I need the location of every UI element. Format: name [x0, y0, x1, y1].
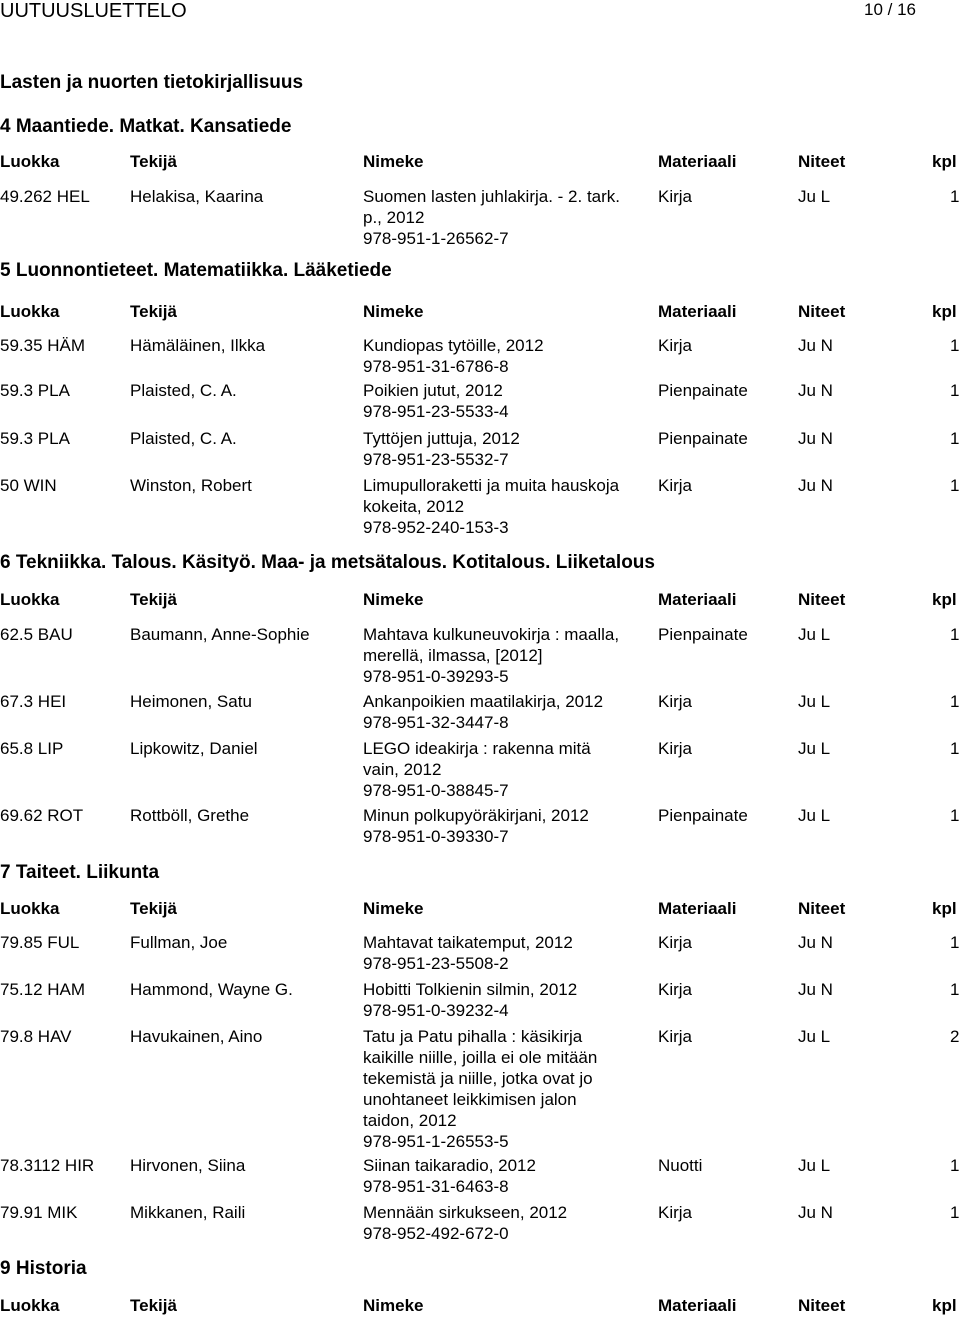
row-luokka: 59.3 PLA	[0, 381, 70, 400]
row-niteet: Ju N	[798, 429, 833, 448]
nimeke-line: 978-951-32-3447-8	[363, 713, 509, 732]
row-luokka: 75.12 HAM	[0, 980, 86, 999]
row-kpl: 1	[950, 980, 960, 999]
row-nimeke	[363, 691, 643, 733]
column-header-kpl: kpl	[932, 1296, 957, 1315]
row-nimeke	[363, 380, 643, 422]
row-tekija: Baumann, Anne-Sophie	[130, 625, 310, 644]
row-niteet: Ju L	[798, 187, 831, 206]
row-materiaali: Kirja	[658, 692, 693, 711]
nimeke-line: Tatu ja Patu pihalla : käsikirja	[363, 1027, 583, 1046]
row-luokka: 59.3 PLA	[0, 429, 70, 448]
row-materiaali: Kirja	[658, 980, 693, 999]
column-header-tekija: Tekijä	[130, 152, 177, 171]
row-materiaali: Pienpainate	[658, 381, 748, 400]
row-nimeke	[363, 932, 643, 974]
section-title: 7 Taiteet. Liikunta	[0, 862, 160, 883]
nimeke-line: vain, 2012	[363, 760, 442, 779]
section-title: 5 Luonnontieteet. Matematiikka. Lääketiede	[0, 260, 392, 281]
row-luokka: 62.5 BAU	[0, 625, 73, 644]
nimeke-line: 978-951-31-6463-8	[363, 1177, 509, 1196]
row-materiaali: Kirja	[658, 476, 693, 495]
column-header-materiaali: Materiaali	[658, 590, 737, 609]
nimeke-line: 978-952-492-672-0	[363, 1224, 509, 1243]
row-kpl: 1	[950, 625, 960, 644]
section-title: 9 Historia	[0, 1258, 87, 1279]
column-header-nimeke: Nimeke	[363, 899, 424, 918]
category-title: Lasten ja nuorten tietokirjallisuus	[0, 72, 304, 93]
row-niteet: Ju L	[798, 806, 831, 825]
nimeke-line: kaikille niille, joilla ei ole mitään	[363, 1048, 598, 1067]
page-number: 10 / 16	[864, 0, 916, 19]
row-niteet: Ju N	[798, 476, 833, 495]
row-materiaali: Nuotti	[658, 1156, 703, 1175]
nimeke-line: Poikien jutut, 2012	[363, 381, 503, 400]
row-materiaali: Pienpainate	[658, 429, 748, 448]
column-header-materiaali: Materiaali	[658, 1296, 737, 1315]
nimeke-line: 978-951-23-5532-7	[363, 450, 509, 469]
column-header-kpl: kpl	[932, 152, 957, 171]
column-header-nimeke: Nimeke	[363, 1296, 424, 1315]
row-kpl: 1	[950, 739, 960, 758]
row-luokka: 59.35 HÄM	[0, 336, 86, 355]
row-luokka: 49.262 HEL	[0, 187, 90, 206]
row-tekija: Hämäläinen, Ilkka	[130, 336, 266, 355]
nimeke-line: 978-952-240-153-3	[363, 518, 509, 537]
row-kpl: 1	[950, 381, 960, 400]
column-header-tekija: Tekijä	[130, 590, 177, 609]
row-materiaali: Kirja	[658, 1203, 693, 1222]
column-header-tekija: Tekijä	[130, 302, 177, 321]
column-header-nimeke: Nimeke	[363, 152, 424, 171]
row-nimeke	[363, 979, 643, 1021]
nimeke-line: 978-951-0-39330-7	[363, 827, 509, 846]
column-header-niteet: Niteet	[798, 899, 846, 918]
row-niteet: Ju L	[798, 692, 831, 711]
row-materiaali: Kirja	[658, 1027, 693, 1046]
row-kpl: 2	[950, 1027, 960, 1046]
row-nimeke	[363, 475, 643, 538]
nimeke-line: p., 2012	[363, 208, 425, 227]
row-luokka: 78.3112 HIR	[0, 1156, 95, 1175]
row-kpl: 1	[950, 336, 960, 355]
row-kpl: 1	[950, 806, 960, 825]
row-tekija: Hammond, Wayne G.	[130, 980, 293, 999]
row-niteet: Ju N	[798, 381, 833, 400]
row-materiaali: Kirja	[658, 187, 693, 206]
nimeke-line: Mahtava kulkuneuvokirja : maalla,	[363, 625, 620, 644]
nimeke-line: 978-951-0-39232-4	[363, 1001, 509, 1020]
column-header-materiaali: Materiaali	[658, 152, 737, 171]
row-materiaali: Kirja	[658, 336, 693, 355]
row-materiaali: Pienpainate	[658, 625, 748, 644]
row-luokka: 79.85 FUL	[0, 933, 80, 952]
nimeke-line: Minun polkupyöräkirjani, 2012	[363, 806, 589, 825]
row-nimeke	[363, 335, 643, 377]
row-niteet: Ju N	[798, 1203, 833, 1222]
row-materiaali: Kirja	[658, 933, 693, 952]
column-header-kpl: kpl	[932, 899, 957, 918]
row-kpl: 1	[950, 692, 960, 711]
row-tekija: Mikkanen, Raili	[130, 1203, 246, 1222]
row-nimeke	[363, 1202, 643, 1244]
nimeke-line: Kundiopas tytöille, 2012	[363, 336, 544, 355]
nimeke-line: Siinan taikaradio, 2012	[363, 1156, 536, 1175]
nimeke-line: 978-951-31-6786-8	[363, 357, 509, 376]
nimeke-line: 978-951-1-26553-5	[363, 1132, 509, 1151]
row-niteet: Ju L	[798, 1156, 831, 1175]
row-luokka: 67.3 HEI	[0, 692, 67, 711]
row-nimeke	[363, 1155, 643, 1197]
column-header-luokka: Luokka	[0, 899, 60, 918]
nimeke-line: Limupulloraketti ja muita hauskoja	[363, 476, 620, 495]
nimeke-line: Mennään sirkukseen, 2012	[363, 1203, 568, 1222]
row-niteet: Ju N	[798, 933, 833, 952]
nimeke-line: kokeita, 2012	[363, 497, 465, 516]
row-nimeke	[363, 738, 643, 801]
nimeke-line: Hobitti Tolkienin silmin, 2012	[363, 980, 578, 999]
row-luokka: 50 WIN	[0, 476, 57, 495]
column-header-niteet: Niteet	[798, 152, 846, 171]
nimeke-line: 978-951-1-26562-7	[363, 229, 509, 248]
row-niteet: Ju N	[798, 980, 833, 999]
column-header-kpl: kpl	[932, 302, 957, 321]
nimeke-line: Mahtavat taikatemput, 2012	[363, 933, 573, 952]
row-nimeke	[363, 428, 643, 470]
column-header-luokka: Luokka	[0, 590, 60, 609]
column-header-luokka: Luokka	[0, 152, 60, 171]
row-luokka: 79.91 MIK	[0, 1203, 78, 1222]
row-kpl: 1	[950, 429, 960, 448]
column-header-tekija: Tekijä	[130, 899, 177, 918]
column-header-luokka: Luokka	[0, 1296, 60, 1315]
row-tekija: Fullman, Joe	[130, 933, 228, 952]
column-header-nimeke: Nimeke	[363, 590, 424, 609]
column-header-nimeke: Nimeke	[363, 302, 424, 321]
nimeke-line: Ankanpoikien maatilakirja, 2012	[363, 692, 604, 711]
nimeke-line: 978-951-23-5508-2	[363, 954, 509, 973]
row-nimeke	[363, 805, 643, 847]
row-niteet: Ju L	[798, 739, 831, 758]
nimeke-line: merellä, ilmassa, [2012]	[363, 646, 543, 665]
row-nimeke	[363, 1026, 643, 1152]
row-tekija: Havukainen, Aino	[130, 1027, 263, 1046]
row-tekija: Helakisa, Kaarina	[130, 187, 264, 206]
nimeke-line: taidon, 2012	[363, 1111, 457, 1130]
row-tekija: Winston, Robert	[130, 476, 252, 495]
row-kpl: 1	[950, 933, 960, 952]
row-tekija: Lipkowitz, Daniel	[130, 739, 258, 758]
column-header-niteet: Niteet	[798, 1296, 846, 1315]
column-header-kpl: kpl	[932, 590, 957, 609]
row-kpl: 1	[950, 1203, 960, 1222]
row-tekija: Rottböll, Grethe	[130, 806, 250, 825]
row-materiaali: Kirja	[658, 739, 693, 758]
row-nimeke	[363, 186, 643, 249]
document-title: UUTUUSLUETTELO	[0, 0, 187, 22]
column-header-luokka: Luokka	[0, 302, 60, 321]
row-kpl: 1	[950, 1156, 960, 1175]
row-kpl: 1	[950, 187, 960, 206]
nimeke-line: tekemistä ja niille, jotka ovat jo	[363, 1069, 593, 1088]
row-materiaali: Pienpainate	[658, 806, 748, 825]
column-header-materiaali: Materiaali	[658, 302, 737, 321]
column-header-tekija: Tekijä	[130, 1296, 177, 1315]
column-header-niteet: Niteet	[798, 590, 846, 609]
nimeke-line: Tyttöjen juttuja, 2012	[363, 429, 520, 448]
row-niteet: Ju L	[798, 625, 831, 644]
row-niteet: Ju N	[798, 336, 833, 355]
row-nimeke	[363, 624, 643, 687]
row-tekija: Plaisted, C. A.	[130, 429, 237, 448]
row-niteet: Ju L	[798, 1027, 831, 1046]
row-tekija: Hirvonen, Siina	[130, 1156, 246, 1175]
nimeke-line: Suomen lasten juhlakirja. - 2. tark.	[363, 187, 621, 206]
column-header-niteet: Niteet	[798, 302, 846, 321]
nimeke-line: unohtaneet leikkimisen jalon	[363, 1090, 577, 1109]
section-title: 6 Tekniikka. Talous. Käsityö. Maa- ja metsätalous. Kotitalous. Liiketalous	[0, 552, 655, 573]
row-luokka: 79.8 HAV	[0, 1027, 72, 1046]
nimeke-line: 978-951-23-5533-4	[363, 402, 509, 421]
row-tekija: Heimonen, Satu	[130, 692, 252, 711]
column-header-materiaali: Materiaali	[658, 899, 737, 918]
nimeke-line: LEGO ideakirja : rakenna mitä	[363, 739, 591, 758]
row-kpl: 1	[950, 476, 960, 495]
nimeke-line: 978-951-0-39293-5	[363, 667, 509, 686]
section-title: 4 Maantiede. Matkat. Kansatiede	[0, 116, 292, 137]
row-luokka: 69.62 ROT	[0, 806, 84, 825]
nimeke-line: 978-951-0-38845-7	[363, 781, 509, 800]
row-luokka: 65.8 LIP	[0, 739, 64, 758]
row-tekija: Plaisted, C. A.	[130, 381, 237, 400]
